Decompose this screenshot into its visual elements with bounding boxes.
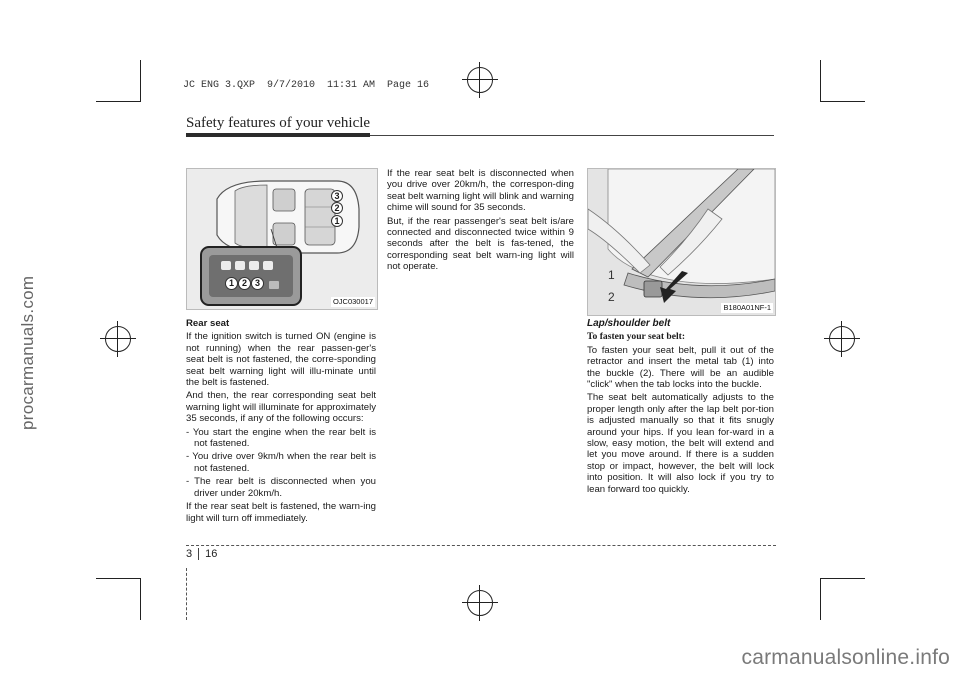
crop-mark — [140, 60, 141, 102]
registration-mark-right — [824, 321, 860, 357]
column-lap-shoulder-belt — [587, 318, 774, 497]
switch-label: 2 — [238, 277, 251, 290]
car-topview-illustration — [187, 169, 377, 309]
page-number-value: 16 — [205, 548, 218, 560]
figure-code: B180A01NF-1 — [723, 303, 771, 312]
header-bar — [186, 133, 370, 137]
seat-label: 1 — [331, 215, 343, 227]
page-number — [186, 548, 217, 560]
crop-mark — [820, 578, 821, 620]
crop-mark — [96, 101, 140, 102]
registration-mark-bottom — [462, 585, 498, 621]
paragraph: If the rear seat belt is disconnected when you drive over 20km/h, the correspon-ding seat belt warning light will blink and warning chime will sound for 35 seconds. — [387, 168, 574, 214]
bullet-item: - You start the engine when the rear belt is not fastened. — [186, 426, 376, 450]
page-header-title: Safety features of your vehicle — [186, 115, 371, 131]
paragraph: The seat belt automatically adjusts to the proper length only after the lap belt por-tion is adjusted manually so that it fits snugly around your hips. If you lean for-ward in a slow, easy motion, the belt will extend and let you move around. If there is a sudden stop or impact, however, the belt will lock into position. It will also lock if you try to lean forward too quickly. — [587, 392, 774, 495]
column-rear-seat-continued — [387, 168, 574, 275]
callout-label: 1 — [608, 268, 615, 282]
registration-mark-top — [462, 62, 498, 98]
paragraph: If the ignition switch is turned ON (engine is not running) when the rear passen-ger's seat belt is not fastened, the corre-sponding seat belt warning light will illu-minate until the belt is fastened. — [186, 331, 376, 389]
seat-label: 2 — [331, 202, 343, 214]
print-slug: JC ENG 3.QXP 9/7/2010 11:31 AM Page 16 — [183, 80, 430, 91]
paragraph: To fasten your seat belt, pull it out of the retractor and insert the metal tab (1) into the buckle (2). There will be an audible "click" when the tab locks into the buckle. — [587, 344, 774, 391]
watermark-bottom: carmanualsonline.info — [741, 646, 950, 669]
footer-guide — [186, 568, 187, 620]
section-number: 3 — [186, 548, 193, 560]
figure-lap-shoulder-belt — [587, 168, 776, 316]
watermark-left: procarmanuals.com — [18, 275, 37, 430]
paragraph: But, if the rear passenger's seat belt is/are connected and disconnected twice within 9 seconds after the belt is fas-tened, the corresponding seat belt warn-ing light will not operate. — [387, 215, 574, 273]
bullet-item: - The rear belt is disconnected when you driver under 20km/h. — [186, 476, 376, 499]
crop-mark — [96, 578, 140, 579]
registration-mark-left — [100, 321, 136, 357]
crop-mark — [821, 578, 865, 579]
switch-label: 3 — [251, 277, 264, 290]
crop-mark — [821, 101, 865, 102]
section-title: Rear seat — [186, 318, 230, 329]
crop-mark — [820, 60, 821, 102]
paragraph: If the rear seat belt is fastened, the warn-ing light will turn off immediately. — [186, 501, 376, 524]
callout-label: 2 — [608, 290, 615, 304]
seat-label: 3 — [331, 190, 343, 202]
seat-belt-illustration — [588, 169, 775, 315]
bullet-item: - You drive over 9km/h when the rear belt is not fastened. — [186, 451, 376, 474]
crop-mark — [140, 578, 141, 620]
column-rear-seat — [186, 318, 376, 526]
section-subtitle: To fasten your seat belt: — [587, 331, 686, 343]
section-title: Lap/shoulder belt — [587, 318, 671, 329]
paragraph: And then, the rear corresponding seat belt warning light will illuminate for approximately 35 seconds, if any of the following occurs: — [186, 390, 376, 425]
switch-label: 1 — [225, 277, 238, 290]
footer-rule — [186, 545, 776, 546]
figure-code: OJC030017 — [332, 297, 373, 306]
figure-rear-seat-indicator — [186, 168, 378, 310]
